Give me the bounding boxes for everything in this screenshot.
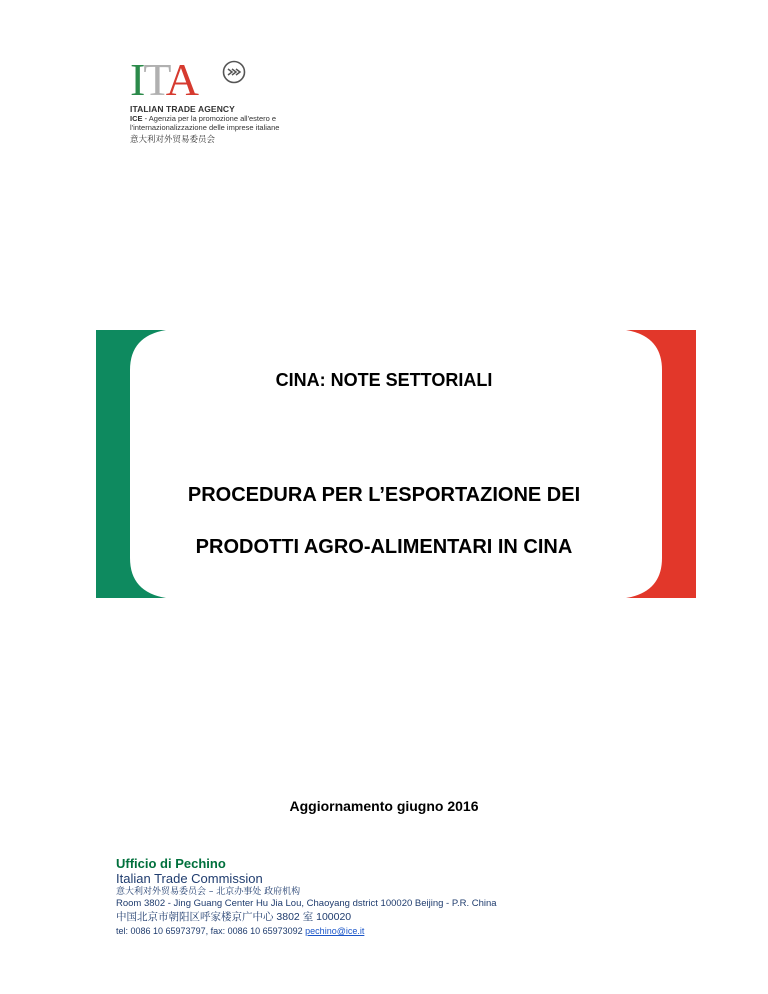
commission-name: Italian Trade Commission (116, 871, 263, 886)
ice-description-line1: - Agenzia per la promozione all'estero e (142, 114, 277, 123)
logo-mark (130, 54, 320, 105)
logo-letter-t: T (143, 54, 166, 105)
document-title-line2: PRODOTTI AGRO-ALIMENTARI IN CINA (195, 536, 573, 558)
contact-line (116, 925, 736, 937)
document-title-line1: PROCEDURA PER L’ESPORTAZIONE DEI (187, 484, 581, 506)
office-address: Room 3802 - Jing Guang Center Hu Jia Lou, Chaoyang dstrict 100020 Beijing - P.R. China (116, 898, 497, 909)
ice-label: ICE (130, 114, 143, 123)
section-heading: CINA: NOTE SETTORIALI (275, 370, 493, 390)
email-link[interactable]: pechino@ice.it (305, 926, 365, 936)
chinese-address: 中国北京市朝阳区呼家楼京广中心 3802 室 100020 (116, 911, 352, 923)
ice-description (130, 114, 320, 123)
ice-description-line2: l'internazionalizzazione delle imprese italiane (130, 123, 280, 132)
footer (116, 857, 736, 937)
office-name: Ufficio di Pechino (116, 856, 226, 871)
ita-logo (130, 54, 320, 145)
update-date: Aggiornamento giugno 2016 (289, 798, 479, 814)
tel-fax: tel: 0086 10 65973797, fax: 0086 10 65973092 (116, 926, 306, 936)
agency-chinese-name: 意大利对外贸易委员会 (130, 134, 216, 144)
ita-emblem-icon (222, 60, 246, 84)
chinese-office-name: 意大利对外贸易委员会 – 北京办事处 政府机构 (116, 887, 301, 897)
agency-name: ITALIAN TRADE AGENCY (130, 104, 235, 114)
logo-wordmark (130, 54, 197, 105)
logo-letter-i: I (130, 54, 144, 105)
logo-letter-a: A (165, 54, 197, 105)
